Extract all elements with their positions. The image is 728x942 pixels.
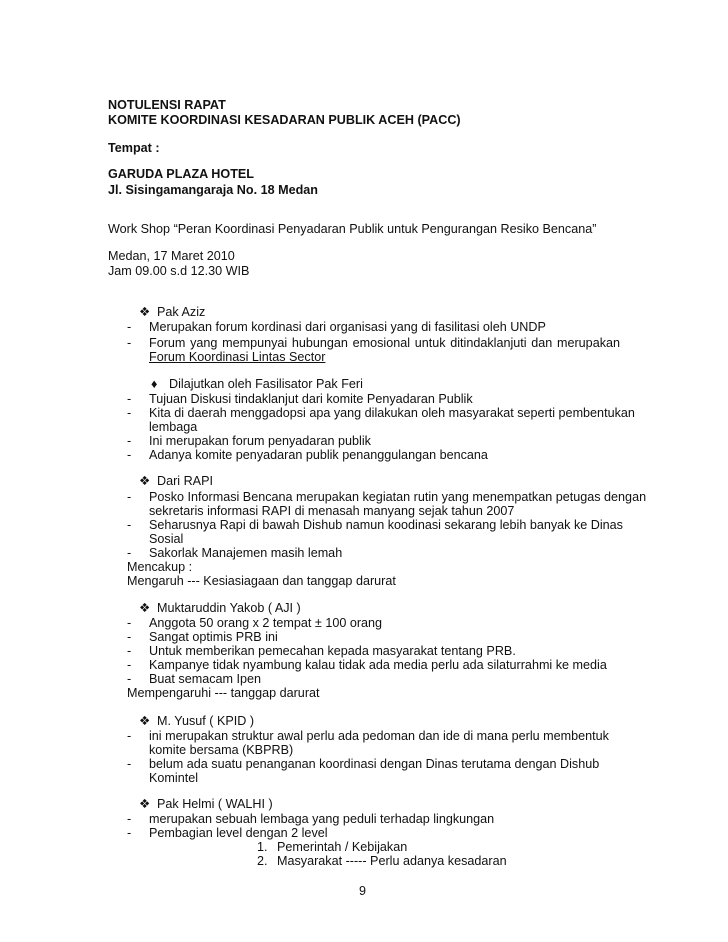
list-item: belum ada suatu penanganan koordinasi dengan Dinas terutama dengan Dishub (149, 757, 600, 771)
section-kpid-heading (139, 714, 254, 728)
dash-bullet-icon: - (127, 392, 132, 406)
dash-bullet-icon: - (127, 406, 132, 420)
speaker-name: Pak Helmi ( WALHI ) (157, 797, 273, 811)
dash-bullet-icon: - (127, 448, 132, 462)
dash-bullet-icon: - (127, 336, 132, 350)
speaker-name: Dilajutkan oleh Fasilisator Pak Feri (169, 377, 363, 391)
section-rapi-heading (139, 474, 213, 488)
list-item-continuation: sekretaris informasi RAPI di menasah manyang sejak tahun 2007 (149, 504, 515, 518)
dash-bullet-icon: - (127, 490, 132, 504)
page-number: 9 (359, 884, 367, 898)
list-item: Merupakan forum kordinasi dari organisasi yang di fasilitasi oleh UNDP (149, 320, 546, 334)
section-walhi-heading (139, 797, 273, 811)
diamond-cluster-bullet-icon: ❖ (139, 797, 151, 811)
list-item: Untuk memberikan pemecahan kepada masyarakat tentang PRB. (149, 644, 516, 658)
tempat-label: Tempat : (108, 141, 160, 155)
date-line: Medan, 17 Maret 2010 (108, 249, 235, 263)
level-item: Pemerintah / Kebijakan (277, 840, 408, 854)
dash-bullet-icon: - (127, 812, 132, 826)
dash-bullet-icon: - (127, 644, 132, 658)
list-item-continuation: Forum Koordinasi Lintas Sector (149, 350, 326, 364)
dash-bullet-icon: - (127, 672, 132, 686)
dash-bullet-icon: - (127, 518, 132, 532)
section-note: Mengaruh --- Kesiasiagaan dan tanggap darurat (127, 574, 396, 588)
venue-name: GARUDA PLAZA HOTEL (108, 167, 254, 181)
section-aji-heading (139, 601, 301, 615)
speaker-name: Dari RAPI (157, 474, 213, 488)
dash-bullet-icon: - (127, 826, 132, 840)
time-line: Jam 09.00 s.d 12.30 WIB (108, 264, 250, 278)
section-note: Mempengaruhi --- tanggap darurat (127, 686, 320, 700)
list-item: Buat semacam Ipen (149, 672, 262, 686)
dash-bullet-icon: - (127, 630, 132, 644)
list-item: Posko Informasi Bencana merupakan kegiatan rutin yang menempatkan petugas dengan (149, 490, 647, 504)
level-number: 2. (257, 854, 268, 868)
dash-bullet-icon: - (127, 616, 132, 630)
diamond-cluster-bullet-icon: ❖ (139, 305, 151, 319)
dash-bullet-icon: - (127, 320, 132, 334)
diamond-cluster-bullet-icon: ❖ (139, 601, 151, 615)
dash-bullet-icon: - (127, 434, 132, 448)
list-item-continuation: lembaga (149, 420, 198, 434)
list-item: ini merupakan struktur awal perlu ada pedoman dan ide di mana perlu membentuk (149, 729, 609, 743)
speaker-name: M. Yusuf ( KPID ) (157, 714, 255, 728)
list-item: Seharusnya Rapi di bawah Dishub namun koodinasi sekarang lebih banyak ke Dinas (149, 518, 623, 532)
list-item: Tujuan Diskusi tindaklanjut dari komite Penyadaran Publik (149, 392, 473, 406)
level-item: Masyarakat ----- Perlu adanya kesadaran (277, 854, 507, 868)
list-item: Anggota 50 orang x 2 tempat ± 100 orang (149, 616, 383, 630)
list-item: Adanya komite penyadaran publik penanggulangan bencana (149, 448, 488, 462)
speaker-name: Pak Aziz (157, 305, 206, 319)
section-note: Mencakup : (127, 560, 193, 574)
list-item: Sangat optimis PRB ini (149, 630, 278, 644)
speaker-name: Muktaruddin Yakob ( AJI ) (157, 601, 301, 615)
list-item-continuation: Sosial (149, 532, 184, 546)
list-item: Kita di daerah menggadopsi apa yang dilakukan oleh masyarakat seperti pembentukan (149, 406, 635, 420)
list-item: merupakan sebuah lembaga yang peduli terhadap lingkungan (149, 812, 495, 826)
section-feri-heading (151, 377, 363, 391)
list-item-continuation: komite bersama (KBPRB) (149, 743, 294, 757)
list-item: Forum yang mempunyai hubungan emosional untuk ditindaklanjuti dan merupakan (149, 336, 620, 350)
list-item: Sakorlak Manajemen masih lemah (149, 546, 343, 560)
title-line-1: NOTULENSI RAPAT (108, 98, 226, 112)
venue-address: Jl. Sisingamangaraja No. 18 Medan (108, 183, 318, 197)
workshop-title: Work Shop “Peran Koordinasi Penyadaran Publik untuk Pengurangan Resiko Bencana” (108, 222, 597, 236)
diamond-cluster-bullet-icon: ❖ (139, 714, 151, 728)
diamond-bullet-icon: ♦ (151, 377, 158, 391)
diamond-cluster-bullet-icon: ❖ (139, 474, 151, 488)
section-aziz-heading (139, 305, 205, 319)
dash-bullet-icon: - (127, 658, 132, 672)
list-item: Pembagian level dengan 2 level (149, 826, 328, 840)
list-item-continuation: Komintel (149, 771, 198, 785)
level-number: 1. (257, 840, 268, 854)
list-item: Ini merupakan forum penyadaran publik (149, 434, 371, 448)
dash-bullet-icon: - (127, 729, 132, 743)
title-line-2: KOMITE KOORDINASI KESADARAN PUBLIK ACEH (PACC) (108, 113, 461, 127)
dash-bullet-icon: - (127, 546, 132, 560)
list-item: Kampanye tidak nyambung kalau tidak ada media perlu ada silaturrahmi ke media (149, 658, 607, 672)
dash-bullet-icon: - (127, 757, 132, 771)
